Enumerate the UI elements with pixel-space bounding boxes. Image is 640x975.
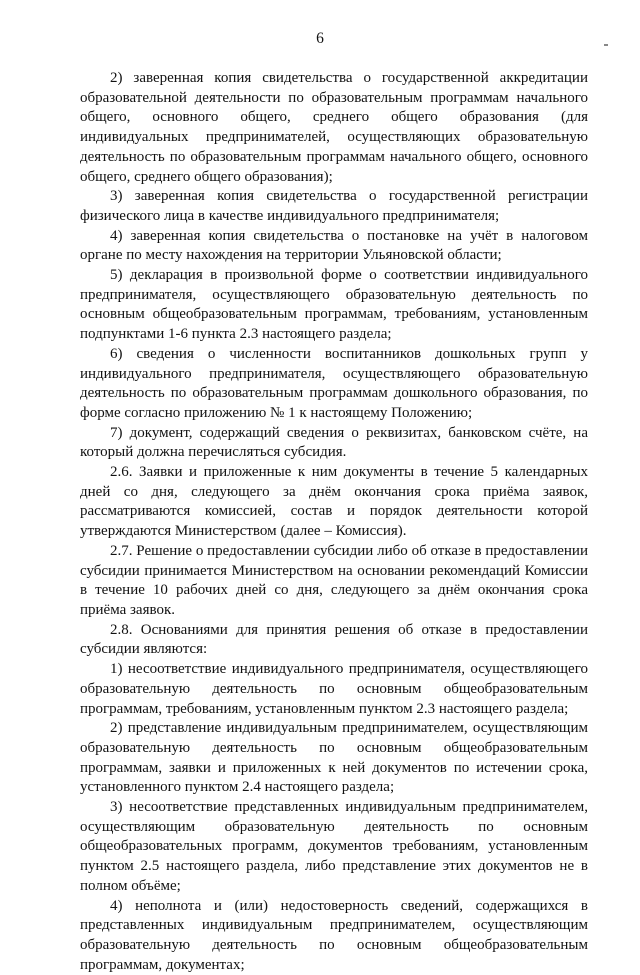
paragraph-item-3: 3) заверенная копия свидетельства о государственной регистрации физического лица в качестве индивидуального предпринимателя; — [80, 188, 588, 224]
page-number: 6 — [316, 30, 324, 47]
paragraph-item-7: 7) документ, содержащий сведения о реквизитах, банковском счёте, на который должна перечисляться субсидия. — [80, 424, 588, 461]
paragraph-item-2: 2) заверенная копия свидетельства о государственной аккредитации образовательной деятельности по образовательным программам начального общего, основного общего, среднего общего образования (для индивидуальных предпринимателей, осуществляющих образовательную деятельность по образовательным программам начального общего, основного общего, среднего общего образования); — [80, 70, 588, 185]
scan-mark — [604, 44, 608, 46]
paragraph-clause-2-6: 2.6. Заявки и приложенные к ним документы в течение 5 календарных дней со дня, следующего за днём окончания срока приёма заявок, рассматриваются комиссией, состав и порядок деятельности которой утверждаются Министерством (далее – Комиссия). — [80, 464, 588, 540]
document-body — [80, 69, 588, 975]
paragraph-item-6: 6) сведения о численности воспитанников дошкольных групп у индивидуального предпринимателя, осуществляющего образовательную деятельность по образовательным программам дошкольного образования, по форме согласно приложению № 1 к настоящему Положению; — [80, 345, 588, 421]
paragraph-item-4: 4) заверенная копия свидетельства о постановке на учёт в налоговом органе по месту нахождения на территории Ульяновской области; — [80, 227, 588, 264]
paragraph-clause-2-8: 2.8. Основаниями для принятия решения об отказе в предоставлении субсидии являются: — [80, 621, 588, 658]
paragraph-ground-3: 3) несоответствие представленных индивидуальным предпринимателем, осуществляющим образовательную деятельность по основным общеобразовательных программ, документов требованиям, установленным пунктом 2.5 настоящего раздела, либо представление этих документов не в полном объёме; — [80, 799, 588, 894]
paragraph-clause-2-7: 2.7. Решение о предоставлении субсидии либо об отказе в предоставлении субсидии принимается Министерством на основании рекомендаций Комиссии в течение 10 рабочих дней со дня, следующего за днём окончания срока приёма заявок. — [80, 542, 588, 618]
paragraph-ground-2: 2) представление индивидуальным предпринимателем, осуществляющим образовательную деятельность по основным общеобразовательным программам, заявки и приложенных к ней документов по истечении срока, установленного пунктом 2.4 настоящего раздела; — [80, 720, 588, 796]
paragraph-ground-4: 4) неполнота и (или) недостоверность сведений, содержащихся в представленных индивидуальным предпринимателем, осуществляющим образовательную деятельность по основным общеобразовательным программам, документах; — [80, 897, 588, 973]
paragraph-item-5: 5) декларация в произвольной форме о соответствии индивидуального предпринимателя, осуществляющего образовательную деятельность по основным общеобразовательным программам, требованиям, установленным подпунктами 1-6 пункта 2.3 настоящего раздела; — [80, 267, 588, 343]
paragraph-ground-1: 1) несоответствие индивидуального предпринимателя, осуществляющего образовательную деятельность по основным общеобразовательным программам, требованиям, установленным пунктом 2.3 настоящего раздела; — [80, 661, 588, 717]
